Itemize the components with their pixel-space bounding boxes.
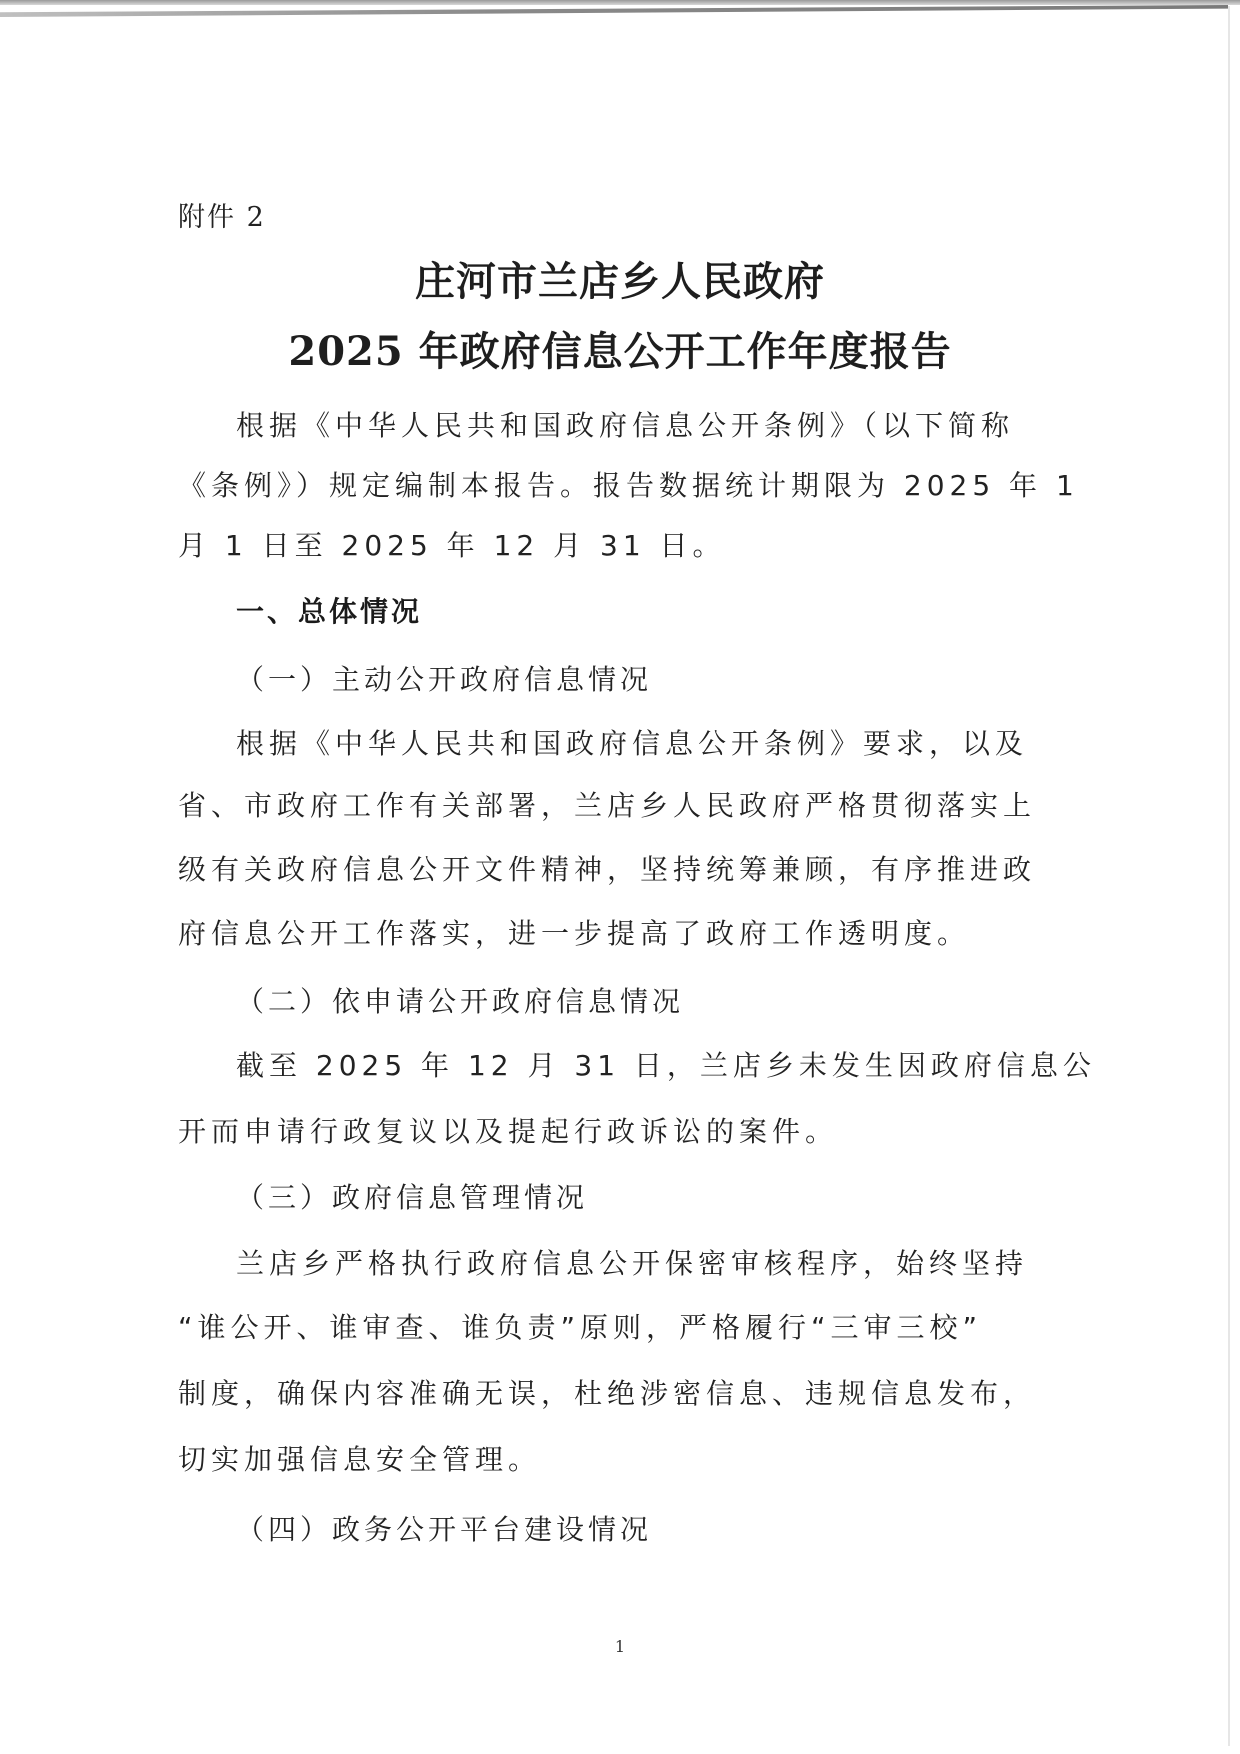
sub1-line-3: 级有关政府信息公开文件精神，坚持统筹兼顾，有序推进政: [178, 853, 1037, 886]
page-number: 1: [614, 1637, 626, 1656]
title-line-1: 庄河市兰店乡人民政府: [415, 258, 825, 305]
subsection-title-1: （一）主动公开政府信息情况: [236, 663, 653, 696]
title-line-2: 2025 年政府信息公开工作年度报告: [288, 328, 952, 375]
sub1-line-2: 省、市政府工作有关部署，兰店乡人民政府严格贯彻落实上: [178, 789, 1037, 822]
attachment-label: 附件 2: [178, 202, 266, 233]
sub3-line-4: 切实加强信息安全管理。: [178, 1443, 542, 1476]
intro-line-1: 根据《中华人民共和国政府信息公开条例》（以下简称: [236, 409, 1015, 442]
sub3-line-3: 制度，确保内容准确无误，杜绝涉密信息、违规信息发布，: [178, 1377, 1037, 1410]
subsection-title-2: （二）依申请公开政府信息情况: [236, 985, 685, 1018]
section-heading-overview: 一、总体情况: [236, 595, 423, 628]
sub3-line-1: 兰店乡严格执行政府信息公开保密审核程序，始终坚持: [236, 1247, 1029, 1280]
scan-edge-top: [0, 0, 1240, 5]
sub3-line-2: “谁公开、谁审查、谁负责”原则，严格履行“三审三校”: [178, 1311, 983, 1344]
sub1-line-4: 府信息公开工作落实，进一步提高了政府工作透明度。: [178, 917, 971, 950]
sub1-line-1: 根据《中华人民共和国政府信息公开条例》要求，以及: [236, 727, 1029, 760]
intro-line-3: 月 1 日至 2025 年 12 月 31 日。: [178, 529, 726, 562]
subsection-title-4: （四）政务公开平台建设情况: [236, 1513, 653, 1546]
scan-shadow: [0, 5, 1228, 17]
subsection-title-3: （三）政府信息管理情况: [236, 1181, 589, 1214]
sub2-line-2: 开而申请行政复议以及提起行政诉讼的案件。: [178, 1115, 839, 1148]
sub2-line-1: 截至 2025 年 12 月 31 日，兰店乡未发生因政府信息公: [236, 1049, 1096, 1082]
intro-line-2: 《条例》）规定编制本报告。报告数据统计期限为 2025 年 1: [178, 469, 1079, 502]
